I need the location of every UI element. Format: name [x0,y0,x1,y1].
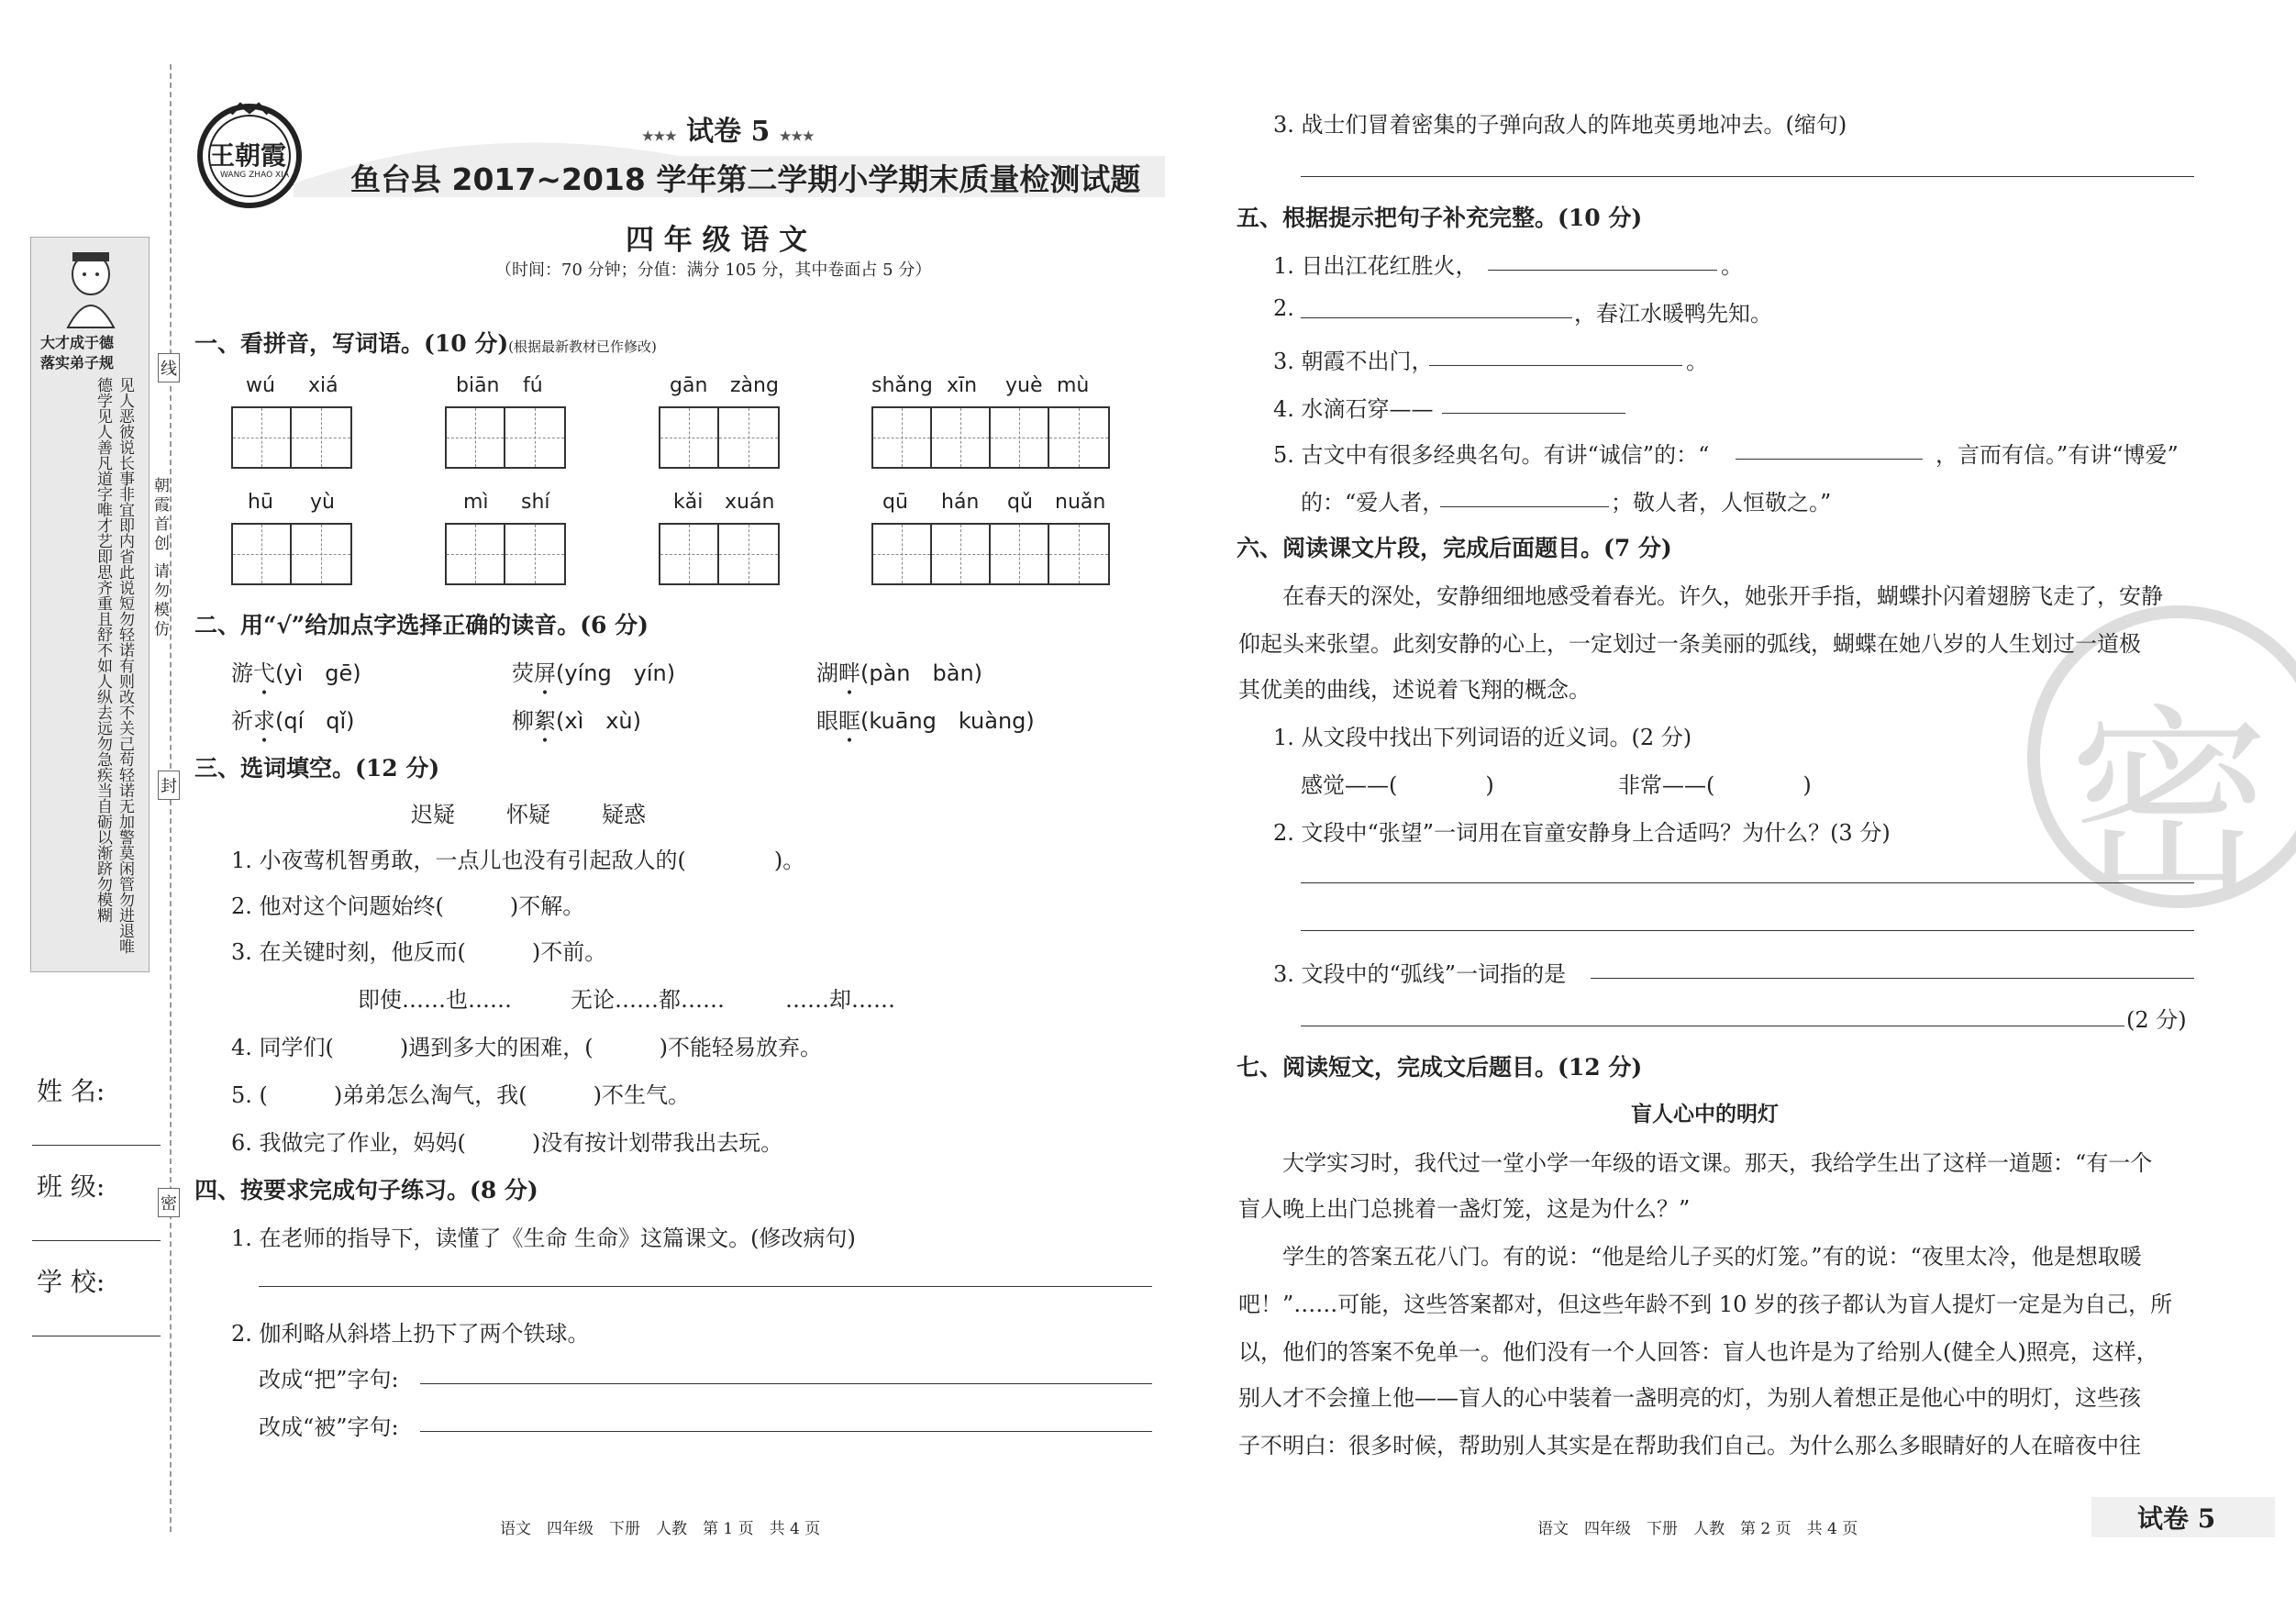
margin-mark-line: 线 [158,353,180,383]
answer-line[interactable] [1488,270,1717,271]
passage-line: 盲人晚上出门总挑着一盏灯笼，这是为什么？” [1238,1196,1691,1222]
section4-title: 四、按要求完成句子练习。(8 分) [194,1177,538,1203]
question-label: 改成“被”字句: [259,1414,399,1440]
question[interactable]: 1. 小夜莺机智勇敢，一点儿也没有引起敌人的( )。 [231,848,805,873]
pinyin: mì [463,491,489,514]
question-label: 改成“把”字句: [259,1367,399,1392]
series-label: 试卷 5 [686,116,771,148]
word-choice: 疑惑 [602,802,646,827]
dotted-char: 求 [253,708,275,734]
item-options: (yíng yín) [556,660,676,686]
char-grid[interactable] [231,523,352,585]
school-label: 学 校: [37,1267,105,1297]
logo-small-text: WANG ZHAO XIA [220,171,289,180]
pronunciation-item[interactable] [231,655,361,687]
question: 1. 日出江花红胜火， [1273,253,1478,279]
item-options: (yì gē) [275,660,361,686]
question: 3. 文段中的“弧线”一词指的是 [1273,961,1567,987]
question: 3. 朝霞不出门， [1273,349,1434,374]
article-title: 盲人心中的明灯 [1631,1103,1779,1126]
dotted-char: 弋 [253,660,275,686]
pinyin: kǎi [673,491,704,514]
char-grid[interactable] [871,523,1110,585]
char-grid[interactable] [445,523,566,585]
question: 3. 战士们冒着密集的子弹向敌人的阵地英勇地冲去。(缩句) [1273,112,1847,138]
section6-title: 六、阅读课文片段，完成后面题目。(7 分) [1237,535,1672,561]
answer-line[interactable] [1736,459,1923,460]
item-pre: 眼 [816,708,838,734]
passage-line: 吧！”……可能，这些答案都对，但这些年龄不到 10 岁的孩子都认为盲人提灯一定是为自己，所 [1238,1292,2173,1317]
item-pre: 祈 [231,708,253,734]
answer-line[interactable] [420,1431,1152,1432]
question[interactable]: 感觉——( ) [1301,772,1494,798]
section2-title: 二、用“√”给加点字选择正确的读音。(6 分) [194,612,649,638]
question: 的：“爱人者， [1301,490,1445,516]
answer-line[interactable] [1301,930,2194,931]
stars-left: ★★★ [642,129,677,144]
pinyin: nuǎn [1055,491,1106,514]
copyright-vertical: 朝霞首创 请勿模仿 [150,477,169,640]
name-line[interactable] [32,1145,161,1146]
question[interactable]: 5. ( )弟弟怎么淘气，我( )不生气。 [231,1082,690,1108]
logo-text: 王朝霞 [209,140,287,171]
header-series [642,108,815,149]
score-note: (2 分) [2126,1007,2187,1033]
answer-line[interactable] [259,1286,1152,1287]
pronunciation-item[interactable] [816,655,982,687]
question[interactable]: 6. 我做完了作业，妈妈( )没有按计划带我出去玩。 [231,1130,783,1156]
answer-line[interactable] [1301,317,1572,318]
pinyin: shí [521,491,550,514]
footer-right: 语文 四年级 下册 人教 第 2 页 共 4 页 [1537,1520,1858,1538]
punct: 。 [1721,253,1743,279]
item-pre: 荧 [512,660,534,686]
dotted-char: 絮 [534,708,556,734]
pinyin: hū [248,491,273,514]
word-choice: 迟疑 [411,802,455,827]
dotted-char: 眶 [838,708,860,734]
passage-line: 在春天的深处，安静细细地感受着春光。许久，她张开手指，蝴蝶扑闪着翅膀飞走了，安静 [1282,583,2163,609]
passage-line: 学生的答案五花八门。有的说：“他是给儿子买的灯笼。”有的说：“夜里太冷，他是想取暖 [1282,1244,2142,1270]
dotted-char: 畔 [838,660,860,686]
question[interactable]: 非常——( ) [1618,772,1812,798]
question[interactable]: 3. 在关键时刻，他反而( )不前。 [231,939,607,965]
word-choice: ……却…… [785,987,895,1013]
passage-line: 别人才不会撞上他——盲人的心中装着一盏明亮的灯，为别人着想正是他心中的明灯，这些孩 [1238,1385,2141,1411]
question[interactable]: 4. 同学们( )遇到多大的困难，( )不能轻易放弃。 [231,1035,822,1060]
item-options: (pàn bàn) [860,660,983,686]
question: 5. 古文中有很多经典名句。有讲“诚信”的：“ [1273,442,1710,468]
word-choice: 无论……都…… [571,987,725,1013]
section3-title: 三、选词填空。(12 分) [194,755,440,782]
motto-top: 大才成于德 [40,334,115,351]
char-grid[interactable] [871,406,1110,469]
dotted-char: 屏 [534,660,556,686]
exam-subtitle: 四 年 级 语 文 [626,224,808,257]
answer-line[interactable] [1442,413,1625,414]
pinyin: xīn [947,374,978,397]
section1-note: (根据最新教材已作修改) [508,338,657,355]
passage-line: 仰起头来张望。此刻安静的心上，一定划过一条美丽的弧线，蝴蝶在她八岁的人生划过一道极 [1238,631,2141,657]
char-grid[interactable] [659,406,780,469]
pinyin: biān [456,374,500,397]
pronunciation-item[interactable] [512,655,675,687]
class-line[interactable] [32,1240,161,1241]
margin-mark-seal: 封 [158,771,180,800]
pronunciation-item[interactable] [816,703,1035,735]
pinyin: yuè [1005,374,1043,397]
answer-line[interactable] [1591,978,2194,979]
scholar-figure-icon [59,247,123,329]
answer-line[interactable] [1301,882,2194,883]
punct: ，春江水暖鸭先知。 [1574,301,1772,327]
question: ，言而有信。”有讲“博爱” [1936,442,2179,468]
pinyin: shǎng [871,374,933,397]
footer-left: 语文 四年级 下册 人教 第 1 页 共 4 页 [500,1520,821,1538]
pronunciation-item[interactable] [512,703,641,735]
sidebar-panel [30,237,150,972]
item-options: (qí qǐ) [275,708,355,734]
section1-title [194,326,657,359]
margin-mark-secret: 密 [158,1188,180,1217]
item-pre: 柳 [512,708,534,734]
pinyin: zàng [730,374,779,397]
char-grid[interactable] [445,406,566,469]
answer-line[interactable] [1429,365,1682,366]
name-label: 姓 名: [37,1076,105,1106]
passage-line: 子不明白：很多时候，帮助别人其实是在帮助我们自己。为什么那么多眼睛好的人在暗夜中往 [1238,1433,2141,1458]
question: 1. 在老师的指导下，读懂了《生命 生命》这篇课文。(修改病句) [231,1225,856,1251]
answer-line[interactable] [1440,506,1609,507]
question: 4. 水滴石穿—— [1273,396,1434,422]
stars-right: ★★★ [779,129,815,144]
passage-line: 其优美的曲线，述说着飞翔的概念。 [1238,677,1591,703]
pinyin: mù [1057,374,1090,397]
pinyin: wú [246,374,275,397]
pinyin: qū [882,491,908,514]
passage-line: 大学实习时，我代过一堂小学一年级的语文课。那天，我给学生出了这样一道题：“有一个 [1282,1150,2153,1176]
item-pre: 湖 [816,660,838,686]
question: 2. [1273,295,1294,321]
item-options: (xì xù) [556,708,642,734]
question: 2. 文段中“张望”一词用在盲童安静身上合适吗？为什么？(3 分) [1273,820,1891,846]
question: 2. 伽利略从斜塔上扔下了两个铁球。 [231,1321,590,1347]
rules-text: 见人恶彼说长事非宜即内省此说短勿轻诺有则改不关己苟轻诺无加警莫闲管勿进退唯德学见人善凡道字唯才艺即思齐重且舒不如人纵去远勿急疾当自砺以渐跻勿模糊 [94,377,134,954]
stamp-char: 密 [2069,687,2271,922]
pinyin: hán [941,491,980,514]
answer-line[interactable] [1301,176,2194,177]
exam-info: （时间：70 分钟；分值：满分 105 分，其中卷面占 5 分） [495,261,932,280]
passage-line: 以，他们的答案不免单一。他们没有一个人回答：盲人也许是为了给别人(健全人)照亮，这样， [1238,1339,2158,1365]
exam-title: 鱼台县 2017~2018 学年第二学期小学期末质量检测试题 [350,161,1141,197]
item-options: (kuāng kuàng) [860,708,1035,734]
corner-label: 试卷 5 [2137,1503,2216,1534]
pinyin: xuán [725,491,775,514]
pinyin: gān [670,374,708,397]
pinyin: qǔ [1007,491,1033,514]
section1-title-text: 一、看拼音，写词语。(10 分) [194,330,509,357]
char-grid[interactable] [231,406,352,469]
item-pre: 游 [231,660,253,686]
question: ；敬人者，人恒敬之。” [1611,490,1832,516]
pinyin: yù [310,491,335,514]
answer-line[interactable] [420,1383,1152,1384]
class-label: 班 级: [37,1171,105,1202]
char-grid[interactable] [659,523,780,585]
question: 1. 从文段中找出下列词语的近义词。(2 分) [1273,725,1692,750]
section5-title: 五、根据提示把句子补充完整。(10 分) [1237,205,1643,231]
motto-bottom: 落实弟子规 [40,354,115,372]
pinyin: fú [523,374,543,397]
punct: 。 [1686,349,1708,374]
pronunciation-item[interactable] [231,703,355,735]
section7-title: 七、阅读短文，完成文后题目。(12 分) [1237,1054,1643,1081]
pinyin: xiá [308,374,338,397]
word-choice: 怀疑 [506,802,550,827]
word-choice: 即使……也…… [358,987,512,1013]
question[interactable]: 2. 他对这个问题始终( )不解。 [231,893,585,919]
